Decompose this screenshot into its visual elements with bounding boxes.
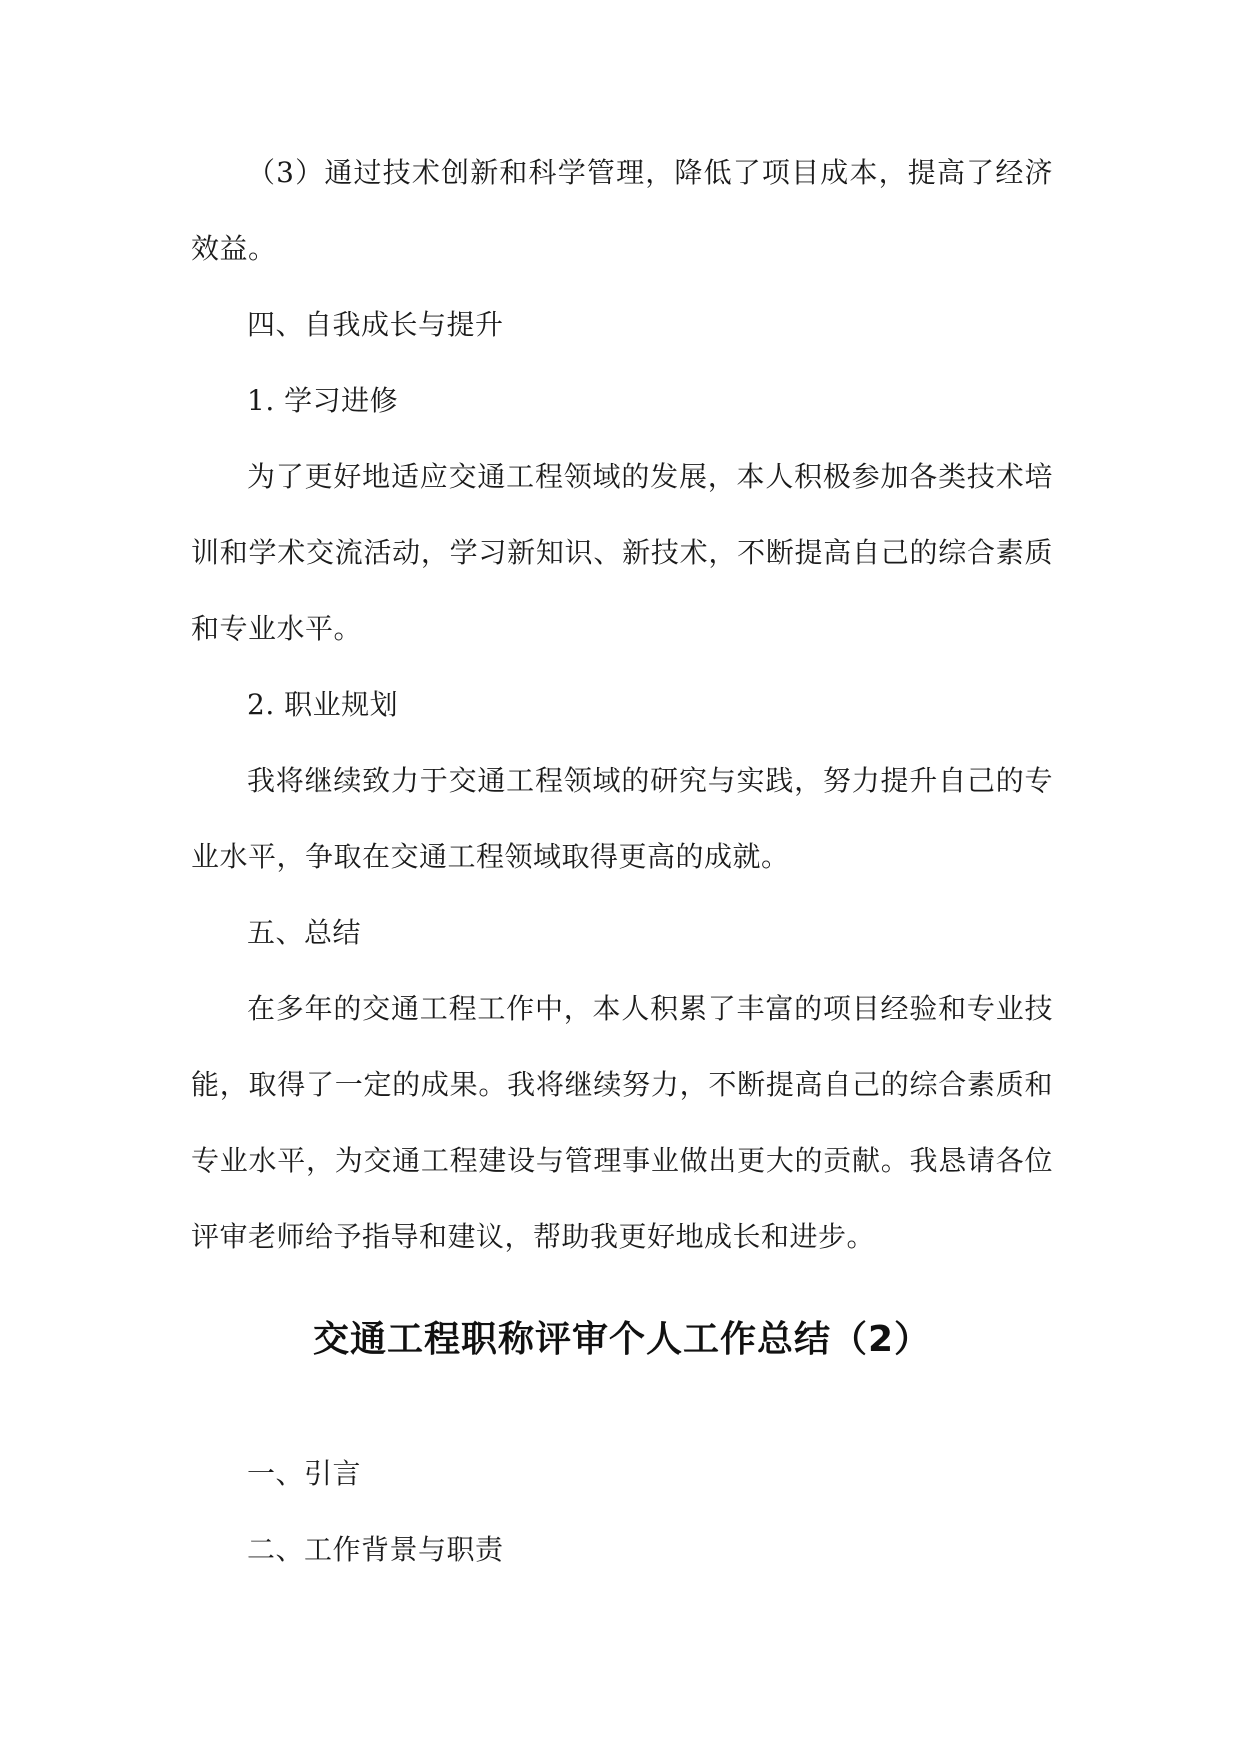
heading-self-growth: 四、自我成长与提升 [247, 308, 504, 341]
document-title: 交通工程职称评审个人工作总结（2） [312, 1319, 932, 1360]
section-introduction: 一、引言 [247, 1457, 362, 1490]
paragraph-cost-reduction: （3）通过技术创新和科学管理，降低了项目成本，提高了经济效益。 [191, 156, 1053, 265]
section-background: 二、工作背景与职责 [247, 1533, 504, 1566]
heading-summary: 五、总结 [247, 916, 362, 949]
paragraph-career-plan: 我将继续致力于交通工程领域的研究与实践，努力提升自己的专业水平，争取在交通工程领域取得更高的成就。 [191, 764, 1053, 873]
subheading-study: 1. 学习进修 [247, 384, 399, 417]
paragraph-study: 为了更好地适应交通工程领域的发展，本人积极参加各类技术培训和学术交流活动，学习新知识、新技术，不断提高自己的综合素质和专业水平。 [191, 460, 1053, 645]
paragraph-summary: 在多年的交通工程工作中，本人积累了丰富的项目经验和专业技能，取得了一定的成果。我将继续努力，不断提高自己的综合素质和专业水平，为交通工程建设与管理事业做出更大的贡献。我恳请各位评审老师给予指导和建议，帮助我更好地成长和进步。 [191, 992, 1053, 1253]
subheading-career-plan: 2. 职业规划 [247, 688, 399, 721]
